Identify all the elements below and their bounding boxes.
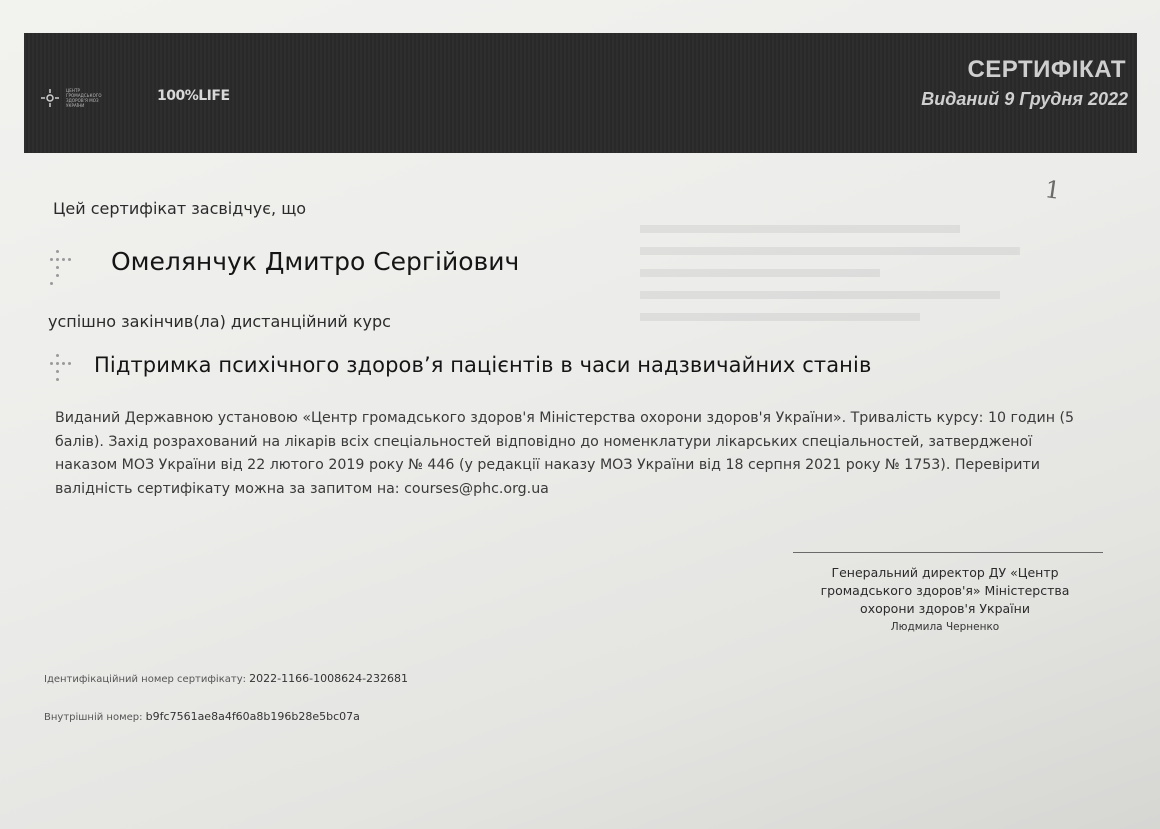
signature-block — [800, 564, 1090, 636]
course-title: Підтримка психічного здоров’я пацієнтів в часи надзвичайних станів — [94, 353, 872, 377]
signature-line — [793, 552, 1103, 553]
signer-name: Людмила Черненко — [890, 621, 1000, 633]
signer-position: Генеральний директор ДУ «Центр громадського здоров'я» Міністерства охорони здоров'я України — [820, 565, 1070, 616]
org-logo — [40, 88, 114, 108]
issued-date: Виданий 9 Грудня 2022 — [921, 89, 1128, 109]
internal-number-label: Внутрішній номер: — [44, 712, 143, 723]
intro-text: Цей сертифікат засвідчує, що — [53, 199, 307, 218]
recipient-name: Омелянчук Дмитро Сергійович — [111, 247, 520, 276]
certificate-title: СЕРТИФІКАТ — [967, 56, 1126, 83]
org-logo-text: ЦЕНТР ГРОМАДСЬКОГО ЗДОРОВ'Я МОЗ УКРАЇНИ — [66, 88, 102, 108]
page-number-mark: 1 — [1043, 175, 1063, 205]
internal-number-value: b9fc7561ae8a4f60a8b196b28e5bc07a — [145, 710, 360, 723]
certificate-id — [44, 672, 408, 685]
certificate-description: Виданий Державною установою «Центр громадського здоров'я Міністерства охорони здоров'я України». Тривалість курсу: 10 годин (5 балів). Захід розрахований на лікарів всіх спеціальностей відповідно до номенклатури лікарських спеціальностей, затвердженої наказом МОЗ України від 22 лютого 2019 року № 446 (у редакції наказу МОЗ України від 18 серпня 2021 року № 1753). Перевірити валідність сертифікату можна за запитом на: courses@phc.org.ua — [55, 410, 1075, 497]
completed-text: успішно закінчив(ла) дистанційний курс — [48, 312, 391, 331]
certificate-id-label: Ідентифікаційний номер сертифікату: — [44, 674, 246, 685]
internal-number — [44, 710, 360, 723]
certificate-id-value: 2022-1166-1008624-232681 — [249, 672, 409, 685]
brand-logo: 100%LIFE — [157, 88, 230, 104]
phc-logo-icon — [40, 88, 60, 108]
